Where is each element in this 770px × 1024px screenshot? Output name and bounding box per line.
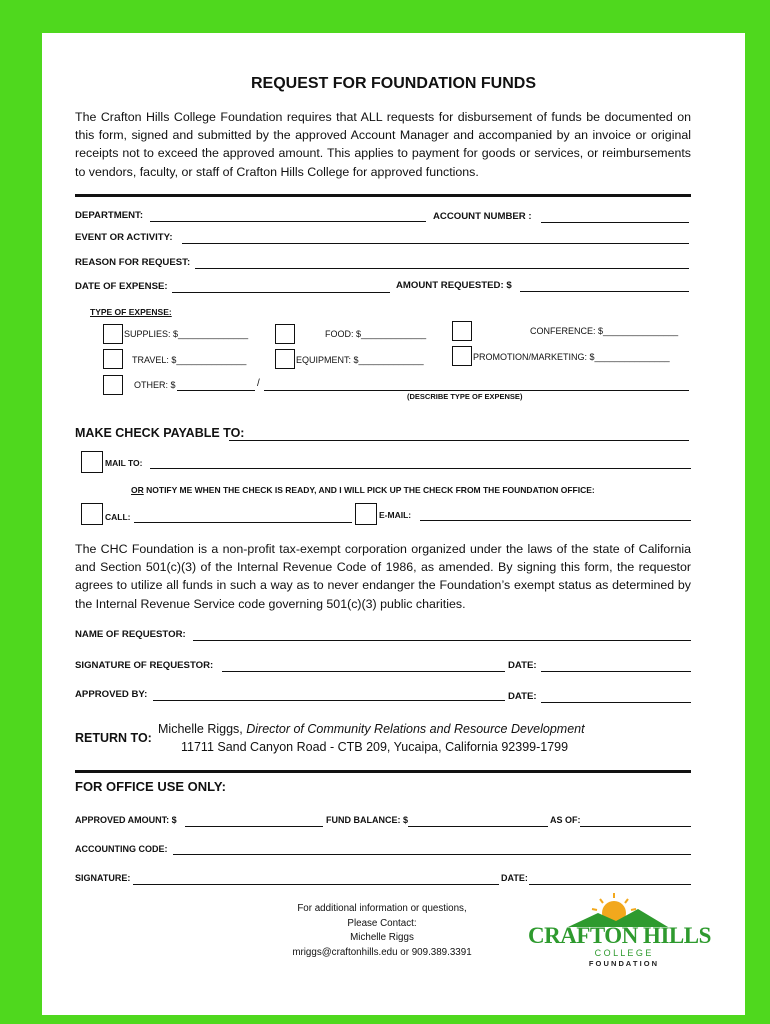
account-number-field[interactable] — [541, 222, 689, 223]
office-signature-field[interactable] — [133, 884, 499, 885]
approved-amount-label: APPROVED AMOUNT: $ — [75, 815, 177, 825]
footer-line-3: Michelle Riggs — [350, 932, 414, 944]
divider — [75, 770, 691, 773]
supplies-checkbox[interactable] — [103, 324, 123, 344]
department-label: DEPARTMENT: — [75, 210, 144, 221]
payable-heading: MAKE CHECK PAYABLE TO: — [75, 426, 245, 440]
reason-label: REASON FOR REQUEST: — [75, 257, 191, 268]
conference-checkbox[interactable] — [452, 321, 472, 341]
mail-to-checkbox[interactable] — [81, 451, 103, 473]
form-title: REQUEST FOR FOUNDATION FUNDS — [250, 75, 537, 92]
or-label: OR — [131, 485, 144, 495]
email-checkbox[interactable] — [355, 503, 377, 525]
mail-to-field[interactable] — [150, 468, 691, 469]
other-separator: / — [257, 378, 260, 389]
return-to-name: Michelle Riggs, — [158, 722, 243, 736]
promotion-checkbox[interactable] — [452, 346, 472, 366]
office-date-field[interactable] — [529, 884, 691, 885]
signature-of-requestor-label: SIGNATURE OF REQUESTOR: — [75, 660, 214, 671]
other-label: OTHER: $ — [134, 380, 176, 390]
promotion-label: PROMOTION/MARKETING: $_______________ — [473, 352, 670, 362]
notify-text: NOTIFY ME WHEN THE CHECK IS READY, AND I WILL PICK UP THE CHECK FROM THE FOUNDATION OFFICE: — [146, 485, 595, 495]
describe-expense-caption: (DESCRIBE TYPE OF EXPENSE) — [407, 392, 523, 401]
approved-by-label: APPROVED BY: — [75, 689, 148, 700]
conference-label: CONFERENCE: $_______________ — [530, 326, 679, 336]
email-field[interactable] — [420, 520, 691, 521]
mail-to-label: MAIL TO: — [105, 458, 143, 468]
disclaimer-paragraph: The CHC Foundation is a non-profit tax-exempt corporation organized under the laws of the state of California and Section 501(c)(3) of the Internal Revenue Code of 1986, as amended. By signing this form, the requestor agrees to utilize all funds in such a way as to never endanger the Foundation’s exempt status as determined by the Internal Revenue Service code governing 501(c)(3) public charities. — [75, 542, 691, 611]
name-of-requestor-field[interactable] — [193, 640, 691, 641]
contact-footer — [272, 902, 492, 960]
reason-field[interactable] — [195, 268, 689, 269]
approved-amount-field[interactable] — [185, 826, 323, 827]
other-checkbox[interactable] — [103, 375, 123, 395]
requestor-date-field[interactable] — [541, 671, 691, 672]
date-of-expense-label: DATE OF EXPENSE: — [75, 281, 168, 292]
type-of-expense-heading: TYPE OF EXPENSE: — [90, 307, 172, 317]
notify-line — [131, 485, 595, 495]
payable-field[interactable] — [229, 440, 689, 441]
divider — [75, 194, 691, 197]
logo-name: CRAFTON HILLS — [528, 923, 711, 948]
approved-by-field[interactable] — [153, 700, 505, 701]
footer-email-link[interactable]: mriggs@craftonhills.edu or 909.389.3391 — [292, 946, 472, 958]
email-label: E-MAIL: — [379, 510, 412, 520]
event-field[interactable] — [182, 243, 689, 244]
approved-date-field[interactable] — [541, 702, 691, 703]
crafton-hills-foundation-logo — [528, 891, 711, 971]
return-to-name-line — [158, 722, 585, 736]
fund-balance-field[interactable] — [408, 826, 548, 827]
other-amount-field[interactable] — [177, 390, 255, 391]
logo-foundation: F O U N D A T I O N — [588, 959, 658, 968]
fund-balance-label: FUND BALANCE: $ — [326, 815, 408, 825]
accounting-code-field[interactable] — [173, 854, 691, 855]
office-use-heading: FOR OFFICE USE ONLY: — [75, 779, 226, 794]
food-label: FOOD: $_____________ — [325, 329, 427, 339]
name-of-requestor-label: NAME OF REQUESTOR: — [75, 629, 186, 640]
intro-paragraph: The Crafton Hills College Foundation requires that ALL requests for disbursement of funds be documented on this form, signed and submitted by the approved Account Manager and accompanied by an invoice or original receipts not to exceed the approved amount. This applies to payment for goods or services, or reimbursements to vendors, faculty, or staff of Crafton Hills College for approved functions. — [75, 110, 691, 179]
logo-college: C O L L E G E — [594, 948, 652, 958]
approved-date-label: DATE: — [508, 691, 537, 702]
call-label: CALL: — [105, 512, 131, 522]
as-of-label: AS OF: — [550, 815, 581, 825]
as-of-field[interactable] — [580, 826, 691, 827]
footer-line-2: Please Contact: — [347, 917, 417, 929]
equipment-label: EQUIPMENT: $_____________ — [296, 355, 424, 365]
call-checkbox[interactable] — [81, 503, 103, 525]
account-number-label: ACCOUNT NUMBER : — [433, 211, 532, 222]
travel-checkbox[interactable] — [103, 349, 123, 369]
footer-line-1: For additional information or questions, — [297, 903, 467, 914]
equipment-checkbox[interactable] — [275, 349, 295, 369]
accounting-code-label: ACCOUNTING CODE: — [75, 844, 168, 854]
department-field[interactable] — [150, 221, 426, 222]
event-label: EVENT OR ACTIVITY: — [75, 232, 173, 243]
date-of-expense-field[interactable] — [172, 292, 390, 293]
travel-label: TRAVEL: $______________ — [132, 355, 247, 365]
office-date-label: DATE: — [501, 873, 528, 883]
other-description-field[interactable] — [264, 390, 689, 391]
amount-requested-field[interactable] — [520, 291, 689, 292]
call-field[interactable] — [134, 522, 352, 523]
return-to-title: Director of Community Relations and Resource Development — [246, 722, 585, 736]
amount-requested-label: AMOUNT REQUESTED: $ — [396, 280, 512, 291]
office-signature-label: SIGNATURE: — [75, 873, 131, 883]
requestor-date-label: DATE: — [508, 660, 537, 671]
food-checkbox[interactable] — [275, 324, 295, 344]
form-page — [42, 33, 745, 1015]
return-to-address: 11711 Sand Canyon Road - CTB 209, Yucaipa, California 92399-1799 — [181, 740, 569, 754]
return-to-label: RETURN TO: — [75, 731, 152, 745]
signature-of-requestor-field[interactable] — [222, 671, 505, 672]
supplies-label: SUPPLIES: $______________ — [124, 329, 249, 339]
